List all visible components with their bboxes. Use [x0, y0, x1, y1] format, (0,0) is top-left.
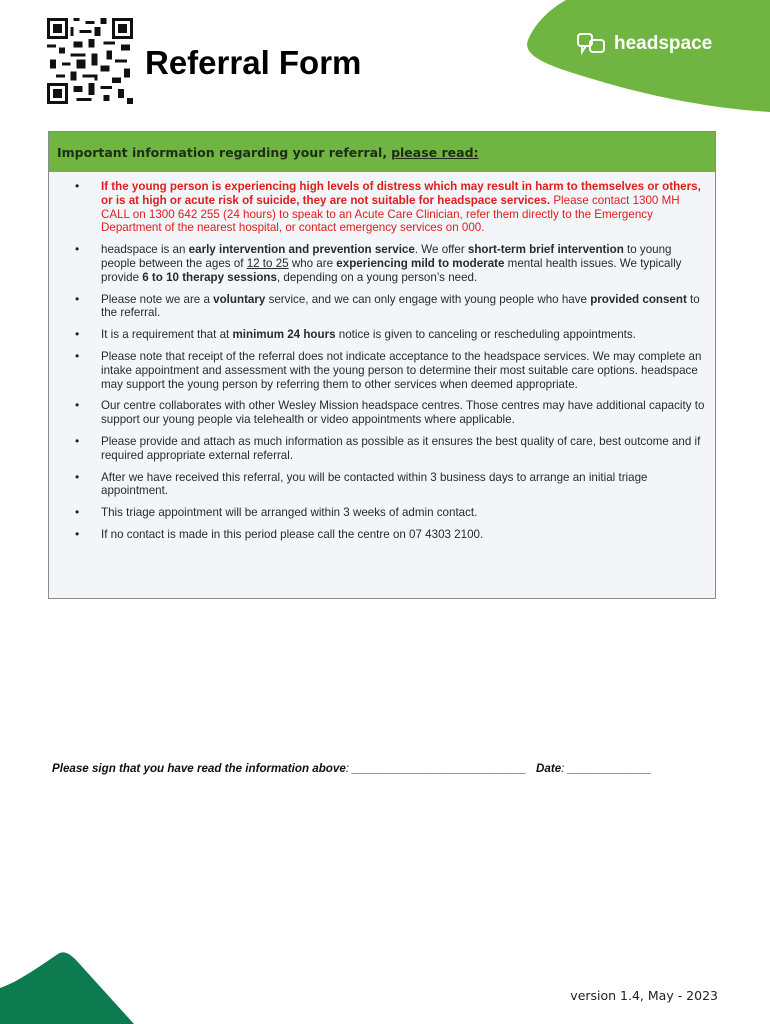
list-item: • If the young person is experiencing high levels of distress which may result in harm to themselves or others, or is at high or acute risk of suicide, they are not suitable for headspace services. Please contact 1300 MH CALL on 1300 642 255 (24 hours) to speak to an Acute Care Clinician, refer them directly to the Emergency Department of the nearest hospital, or contact emergency services on 000. — [101, 180, 709, 235]
page-title: Referral Form — [145, 44, 362, 81]
date-field[interactable]: : _____________ — [561, 762, 652, 775]
info-box-heading-emphasis: please read: — [391, 144, 479, 160]
list-item: • Please note that receipt of the referral does not indicate acceptance to the headspace services. We may complete an intake appointment and assessment with the young person to determine their most suitable care options. headspace may support the young person by referring them to other services when deemed appropriate. — [101, 350, 709, 391]
list-item: • This triage appointment will be arranged within 3 weeks of admin contact. — [101, 506, 709, 520]
list-item: • If no contact is made in this period please call the centre on 07 4303 2100. — [101, 528, 709, 542]
list-item: • Our centre collaborates with other Wesley Mission headspace centres. Those centres may have additional capacity to support our young people via telehealth or video appointments where applicable. — [101, 399, 709, 427]
list-item: • After we have received this referral, you will be contacted within 3 business days to arrange an initial triage appointment. — [101, 471, 709, 499]
list-item: • Please note we are a voluntary service, and we can only engage with young people who have provided consent to the referral. — [101, 293, 709, 321]
date-label: Date — [536, 762, 562, 775]
list-item: • It is a requirement that at minimum 24 hours notice is given to canceling or rescheduling appointments. — [101, 328, 709, 342]
brand-logo — [576, 30, 712, 58]
signature-line[interactable] — [52, 762, 651, 775]
list-item: • Please provide and attach as much information as possible as it ensures the best quality of care, best outcome and if required appropriate external referral. — [101, 435, 709, 463]
headspace-logo-icon — [576, 30, 608, 58]
list-item: • headspace is an early intervention and prevention service. We offer short-term brief intervention to young people between the ages of 12 to 25 who are experiencing mild to moderate mental health issues. We typically provide 6 to 10 therapy sessions, depending on a young person’s need. — [101, 243, 709, 284]
version-label: version 1.4, May - 2023 — [570, 988, 718, 1003]
footer-accent-shape — [0, 952, 134, 1024]
info-list — [49, 172, 715, 542]
info-box-header — [49, 132, 715, 172]
qr-code — [46, 18, 134, 104]
info-box-heading: Important information regarding your referral, — [57, 144, 388, 160]
brand-name: headspace — [614, 33, 713, 54]
important-info-box — [48, 131, 716, 599]
signature-label: Please sign that you have read the information above — [52, 762, 346, 775]
signature-field[interactable]: : ___________________________ — [345, 762, 527, 775]
